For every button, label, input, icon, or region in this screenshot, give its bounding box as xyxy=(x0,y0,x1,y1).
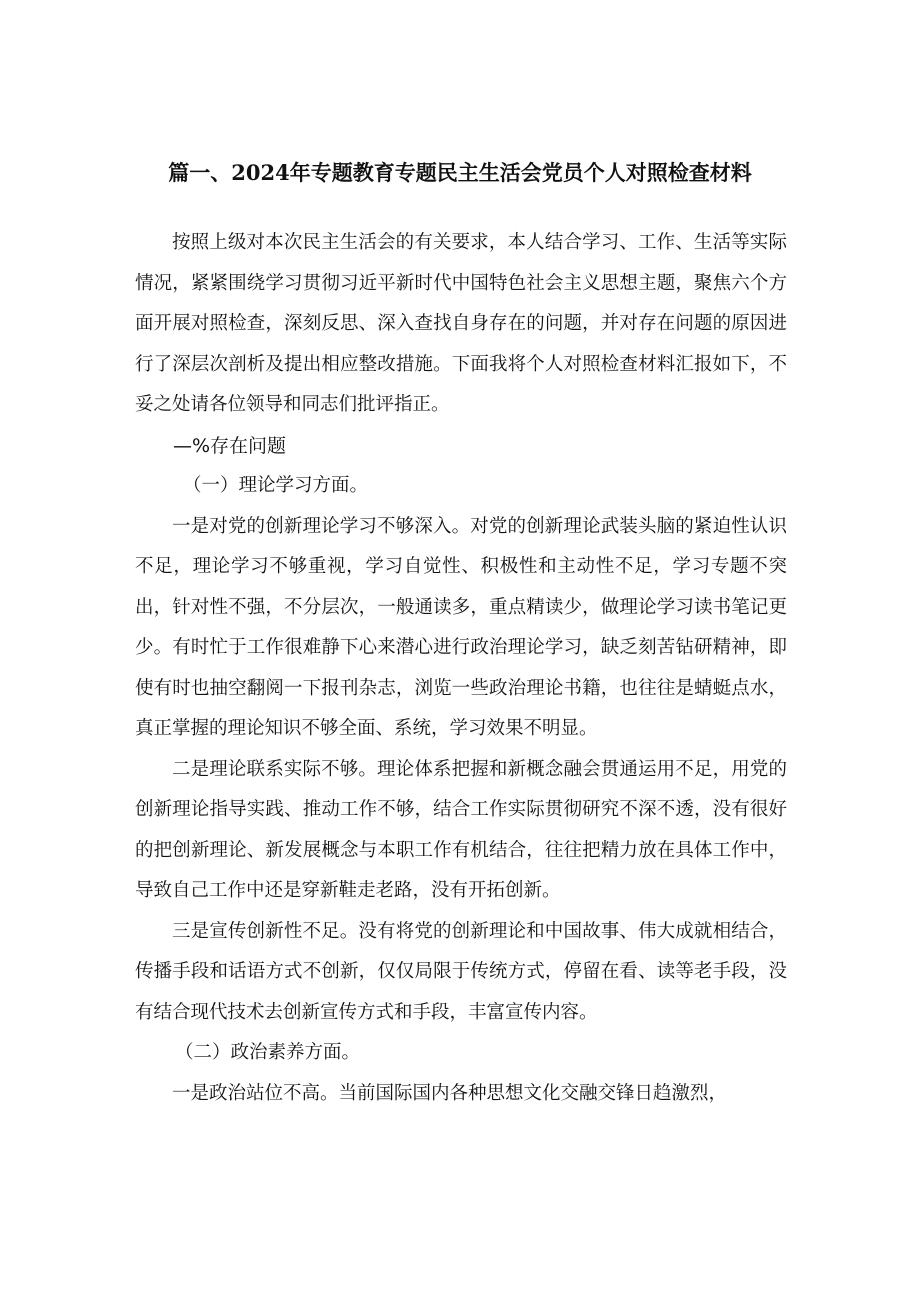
section-heading-problems: —%存在问题 xyxy=(173,434,287,457)
politics-paragraph-1: 一是政治站位不高。当前国际国内各种思想文化交融交锋日趋激烈， xyxy=(172,1082,728,1104)
theory-paragraph-2: 二是理论联系实际不够。理论体系把握和新概念融会贯通运用不足，用党的创新理论指导实践、推动工作不够，结合工作实际贯彻研究不深不透，没有很好的把创新理论、新发展概念与本职工作有机结合，往往把精力放在具体工作中，导致自己工作中还是穿新鞋走老路，没有开拓创新。 xyxy=(135,758,787,901)
subsection-heading-theory: （一）理论学习方面。 xyxy=(183,475,369,496)
theory-paragraph-1: 一是对党的创新理论学习不够深入。对党的创新理论武装头脑的紧迫性认识不足，理论学习不够重视，学习自觉性、积极性和主动性不足，学习专题不突出，针对性不强，不分层次，一般通读多，重点精读少，做理论学习读书笔记更少。有时忙于工作很难静下心来潜心进行政治理论学习，缺乏刻苦钻研精神，即使有时也抽空翻阅一下报刊杂志，浏览一些政治理论书籍，也往往是蜻蜓点水，真正掌握的理论知识不够全面、系统，学习效果不明显。 xyxy=(135,515,787,739)
document-title: 篇一、2024年专题教育专题民主生活会党员个人对照检查材料 xyxy=(168,160,752,185)
theory-paragraph-3: 三是宣传创新性不足。没有将党的创新理论和中国故事、伟大成就相结合，传播手段和话语方式不创新，仅仅局限于传统方式，停留在看、读等老手段，没有结合现代技术去创新宣传方式和手段，丰富宣传内容。 xyxy=(135,920,787,1023)
document-body xyxy=(135,223,787,1114)
intro-paragraph: 按照上级对本次民主生活会的有关要求，本人结合学习、工作、生活等实际情况，紧紧围绕学习贯彻习近平新时代中国特色社会主义思想主题，聚焦六个方面开展对照检查，深刻反思、深入查找自身存在的问题，并对存在问题的原因进行了深层次剖析及提出相应整改措施。下面我将个人对照检查材料汇报如下，不妥之处请各位领导和同志们批评指正。 xyxy=(135,232,787,415)
subsection-heading-politics: （二）政治素养方面。 xyxy=(175,1042,361,1063)
